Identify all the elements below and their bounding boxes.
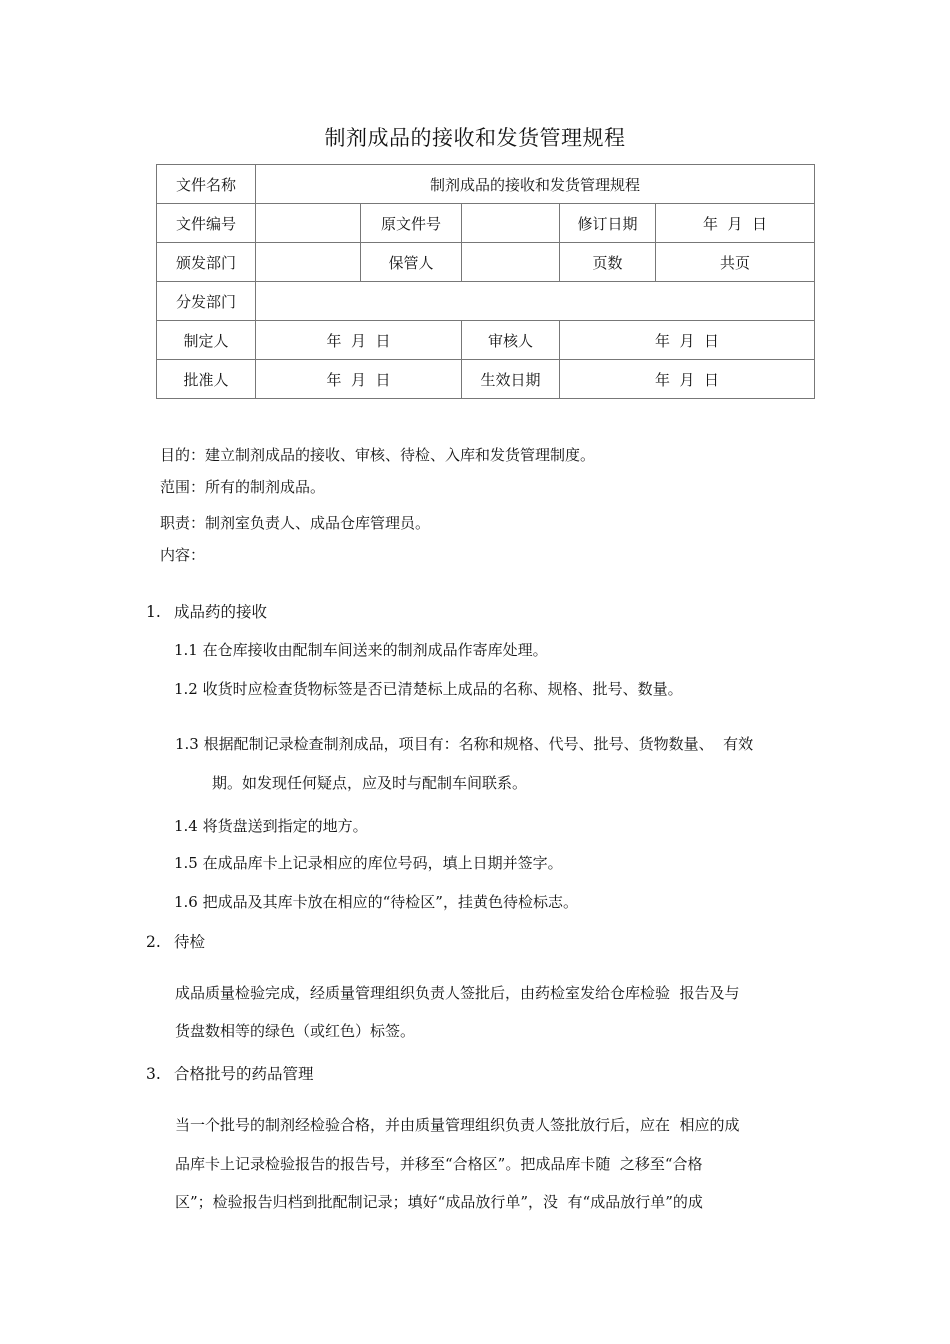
section-number: 1.: [146, 603, 161, 621]
author-date: 年 月 日: [256, 321, 462, 360]
table-row: [157, 243, 815, 282]
paragraph-line: 成品质量检验完成，经质量管理组织负责人签批后，由药检室发给仓库检验 报告及与: [175, 984, 740, 1002]
list-item: 1.5 在成品库卡上记录相应的库位号码，填上日期并签字。: [174, 854, 563, 872]
list-item: 1.2 收货时应检查货物标签是否已清楚标上成品的名称、规格、批号、数量。: [174, 680, 683, 698]
file-name-label: 文件名称: [157, 165, 256, 204]
orig-file-no-value: [462, 204, 560, 243]
table-row: [157, 204, 815, 243]
custodian-label: 保管人: [361, 243, 462, 282]
scope-text: 范围：所有的制剂成品。: [160, 478, 326, 496]
dist-dept-value: [256, 282, 815, 321]
effective-date: 年 月 日: [560, 360, 815, 399]
section-heading: [146, 600, 267, 622]
list-item-continuation: 期。如发现任何疑点，应及时与配制车间联系。: [212, 774, 528, 792]
author-label: 制定人: [157, 321, 256, 360]
orig-file-no-label: 原文件号: [361, 204, 462, 243]
reviewer-date: 年 月 日: [560, 321, 815, 360]
table-row: [157, 282, 815, 321]
list-item: 1.1 在仓库接收由配制车间送来的制剂成品作寄库处理。: [174, 641, 548, 659]
paragraph-line: 当一个批号的制剂经检验合格，并由质量管理组织负责人签批放行后，应在 相应的成: [175, 1116, 740, 1134]
section-number: 2.: [146, 933, 161, 951]
file-no-value: [256, 204, 361, 243]
paragraph-line: 品库卡上记录检验报告的报告号，并移至“合格区”。把成品库卡随 之移至“合格: [175, 1155, 703, 1173]
section-heading: [146, 930, 205, 952]
effective-label: 生效日期: [462, 360, 560, 399]
issue-dept-value: [256, 243, 361, 282]
purpose-text: 目的：建立制剂成品的接收、审核、待检、入库和发货管理制度。: [160, 446, 596, 464]
document-title: 制剂成品的接收和发货管理规程: [324, 126, 626, 150]
file-no-label: 文件编号: [157, 204, 256, 243]
table-row: [157, 165, 815, 204]
file-name-value: 制剂成品的接收和发货管理规程: [256, 165, 815, 204]
list-item: 1.4 将货盘送到指定的地方。: [174, 817, 368, 835]
table-row: [157, 360, 815, 399]
pages-label: 页数: [560, 243, 656, 282]
section-title: 成品药的接收: [174, 603, 268, 621]
revision-date-label: 修订日期: [560, 204, 656, 243]
reviewer-label: 审核人: [462, 321, 560, 360]
document-info-table: [156, 164, 815, 399]
section-heading: [146, 1062, 314, 1084]
list-item: 1.6 把成品及其库卡放在相应的“待检区”，挂黄色待检标志。: [174, 893, 578, 911]
content-label: 内容：: [160, 546, 206, 564]
dist-dept-label: 分发部门: [157, 282, 256, 321]
section-number: 3.: [146, 1065, 161, 1083]
revision-date-value: 年 月 日: [656, 204, 815, 243]
paragraph-line: 区”；检验报告归档到批配制记录；填好“成品放行单”，没 有“成品放行单”的成: [175, 1193, 703, 1211]
issue-dept-label: 颁发部门: [157, 243, 256, 282]
list-item: 1.3 根据配制记录检查制剂成品，项目有：名称和规格、代号、批号、货物数量、 有效: [175, 735, 754, 753]
pages-value: 共页: [656, 243, 815, 282]
section-title: 待检: [174, 933, 206, 951]
table-row: [157, 321, 815, 360]
custodian-value: [462, 243, 560, 282]
duty-text: 职责：制剂室负责人、成品仓库管理员。: [160, 514, 431, 532]
section-title: 合格批号的药品管理: [174, 1065, 314, 1083]
paragraph-line: 货盘数相等的绿色（或红色）标签。: [175, 1022, 416, 1040]
approver-label: 批准人: [157, 360, 256, 399]
approver-date: 年 月 日: [256, 360, 462, 399]
